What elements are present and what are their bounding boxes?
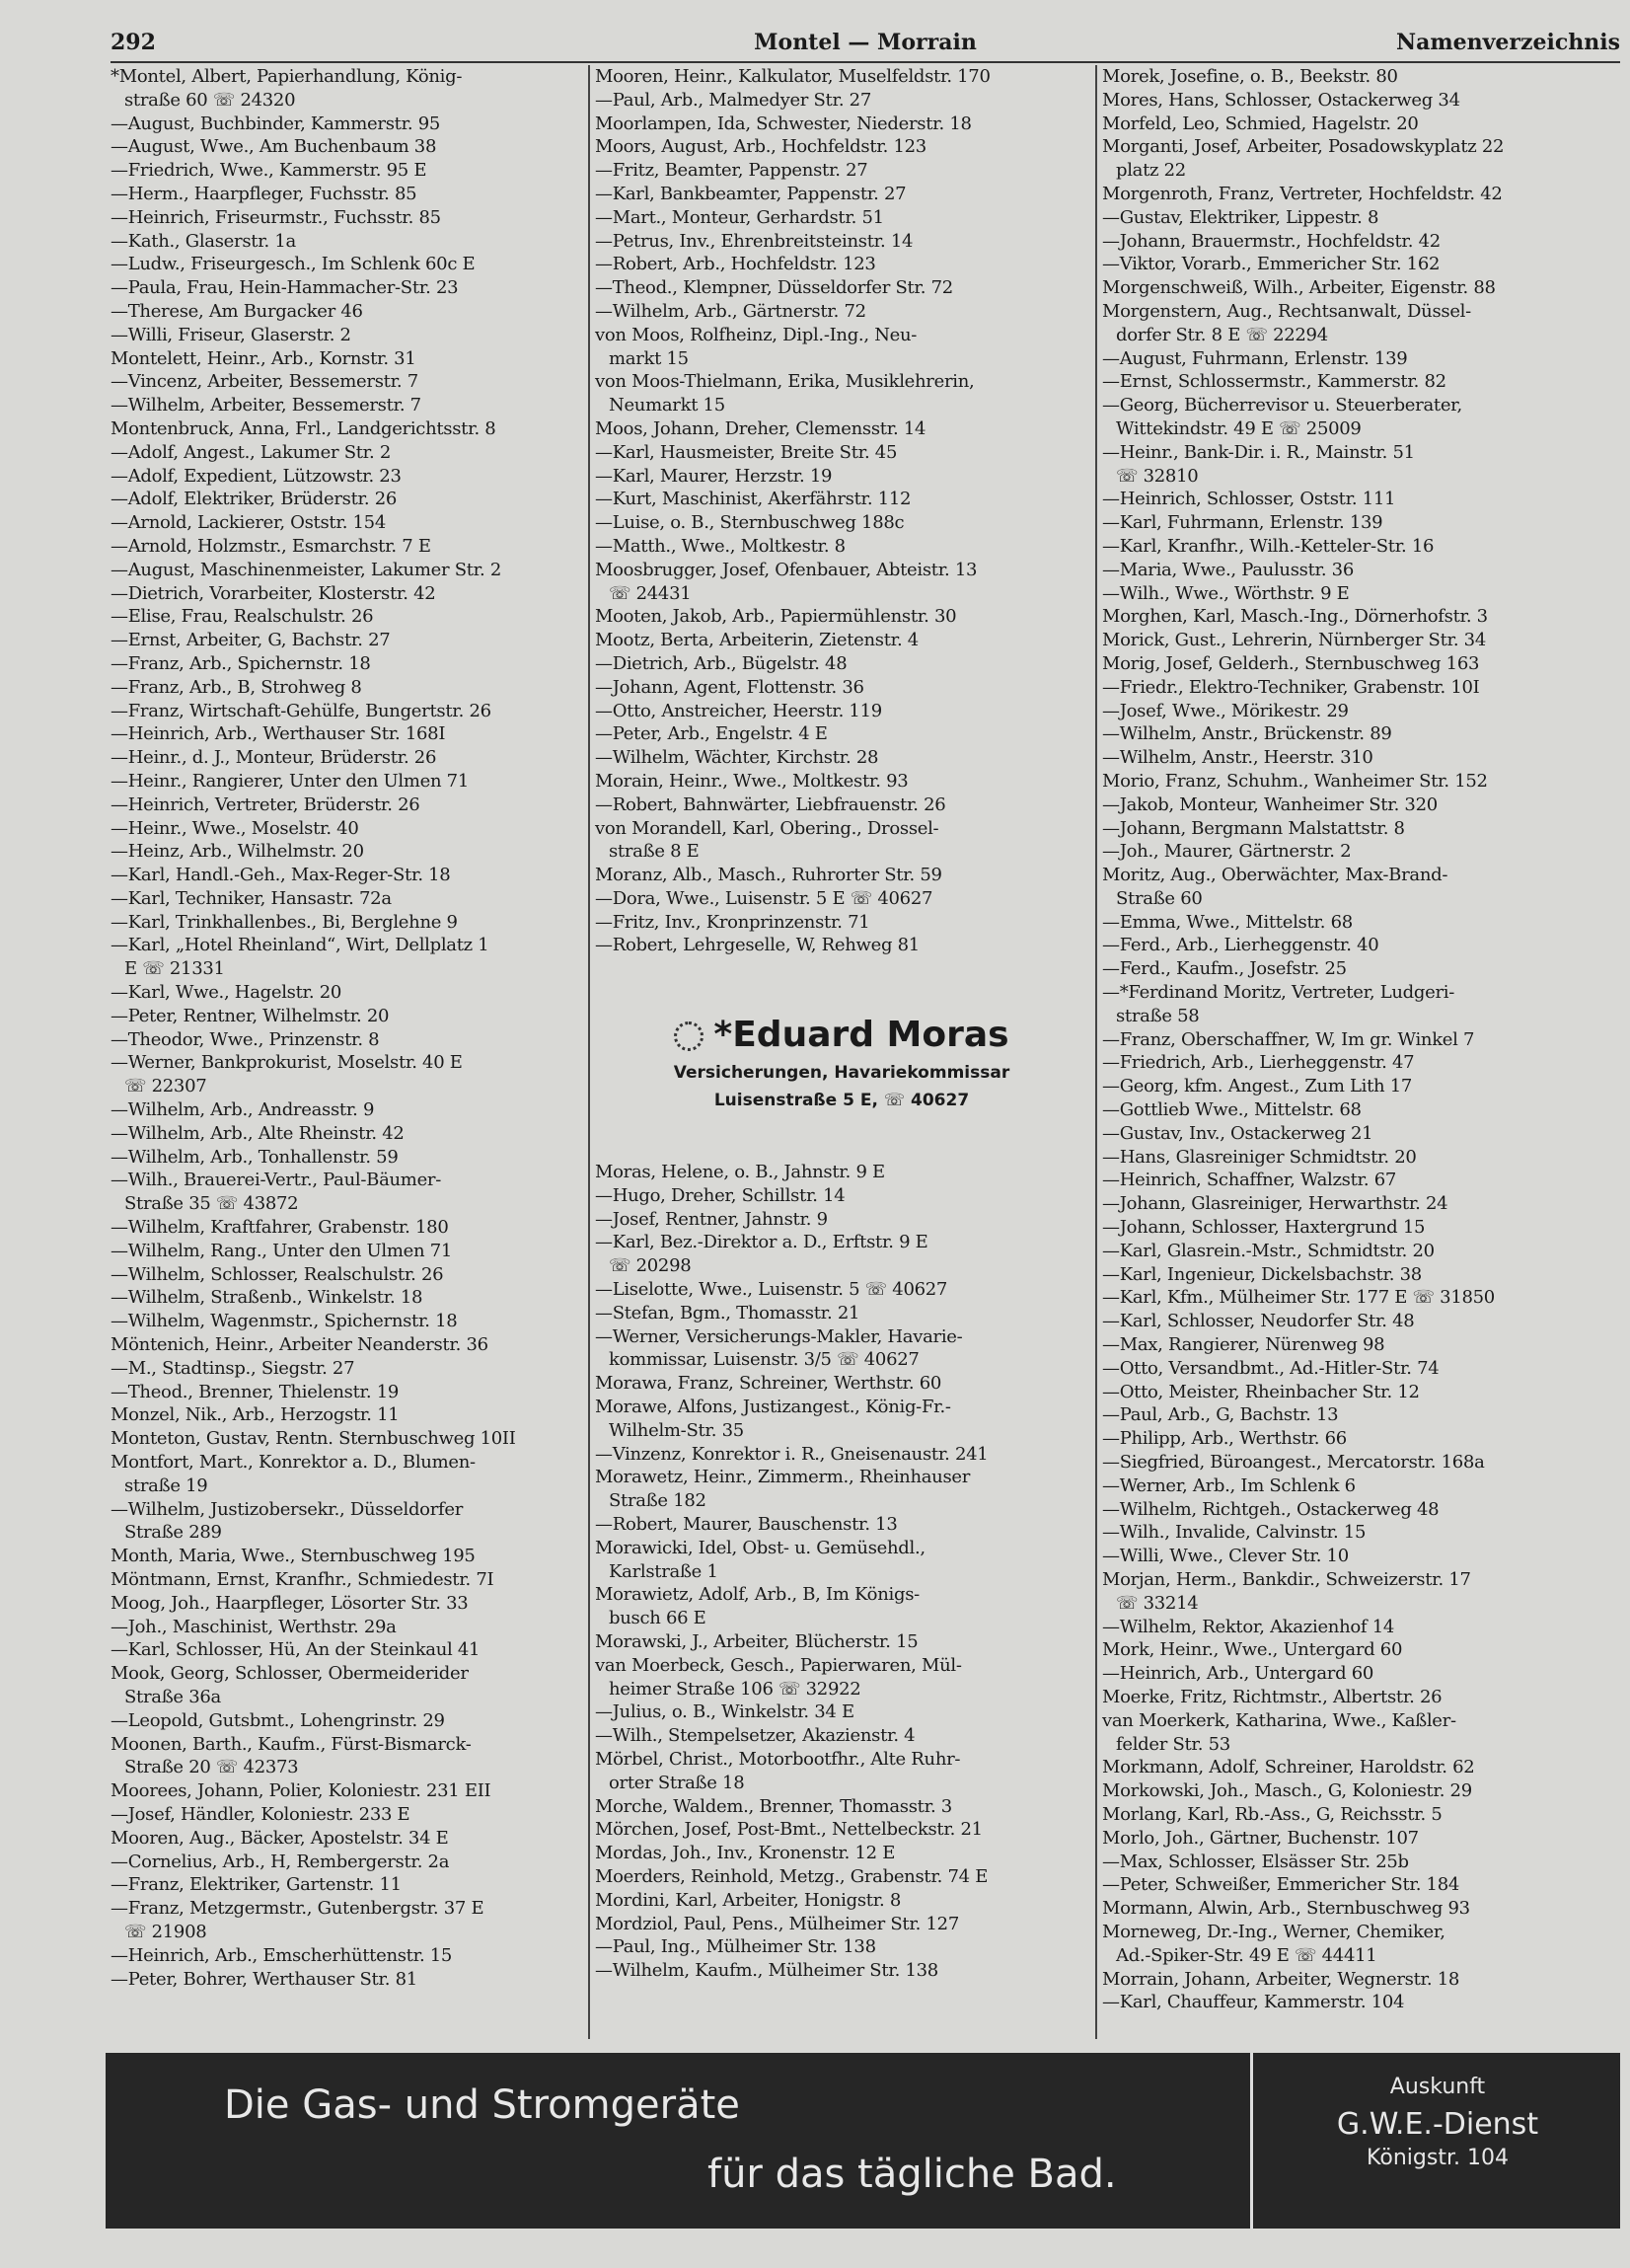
column-divider	[588, 65, 590, 2039]
directory-entry: Morawa, Franz, Schreiner, Werthstr. 60	[595, 1373, 942, 1395]
directory-entry: —Karl, Handl.-Geh., Max-Reger-Str. 18	[111, 865, 451, 886]
directory-entry: —Karl, Maurer, Herzstr. 19	[595, 465, 833, 487]
directory-entry: —Franz, Wirtschaft-Gehülfe, Bungertstr. 26	[111, 700, 491, 721]
entry-continuation: Neumarkt 15	[609, 395, 725, 416]
directory-entry: —Johann, Glasreiniger, Herwarthstr. 24	[1102, 1193, 1448, 1215]
entry-continuation: Karlstraße 1	[609, 1560, 718, 1582]
directory-entry: Mormann, Alwin, Arb., Sternbuschweg 93	[1102, 1898, 1470, 1920]
directory-entry: Month, Maria, Wwe., Sternbuschweg 195	[111, 1546, 476, 1567]
directory-entry: —August, Fuhrmann, Erlenstr. 139	[1102, 347, 1408, 369]
entry-continuation: ☏ 20298	[609, 1255, 692, 1277]
directory-entry: —Wilh., Wwe., Wörthstr. 9 E	[1102, 582, 1350, 604]
directory-entry: von Moos-Thielmann, Erika, Musiklehrerin,	[595, 371, 975, 393]
directory-entry: —Julius, o. B., Winkelstr. 34 E	[595, 1701, 854, 1723]
entry-continuation: orter Straße 18	[609, 1772, 745, 1793]
entry-continuation: kommissar, Luisenstr. 3/5 ☏ 40627	[609, 1349, 920, 1371]
directory-entry: —Liselotte, Wwe., Luisenstr. 5 ☏ 40627	[595, 1278, 948, 1300]
directory-entry: —Siegfried, Büroangest., Mercatorstr. 168a	[1102, 1452, 1485, 1474]
directory-entry: —Wilhelm, Justizobersekr., Düsseldorfer	[111, 1498, 464, 1520]
directory-entry: —Heinrich, Arb., Untergard 60	[1102, 1663, 1374, 1685]
directory-entry: —Johann, Bergmann Malstattstr. 8	[1102, 817, 1405, 839]
directory-entry: —Josef, Rentner, Jahnstr. 9	[595, 1208, 828, 1230]
directory-entry: Mordas, Joh., Inv., Kronenstr. 12 E	[595, 1843, 896, 1864]
directory-entry: Mörchen, Josef, Post-Bmt., Nettelbeckstr. 21	[595, 1819, 983, 1841]
directory-entry: Morawetz, Heinr., Zimmerm., Rheinhauser	[595, 1467, 971, 1488]
directory-entry: —M., Stadtinsp., Siegstr. 27	[111, 1357, 355, 1379]
directory-column-3	[1102, 65, 1620, 2014]
directory-entry: —Friedrich, Wwe., Kammerstr. 95 E	[111, 160, 427, 182]
directory-entry: —Joh., Maurer, Gärtnerstr. 2	[1102, 841, 1352, 863]
directory-entry: Morneweg, Dr.-Ing., Werner, Chemiker,	[1102, 1921, 1445, 1942]
directory-entry: —Karl, Fuhrmann, Erlenstr. 139	[1102, 512, 1383, 534]
directory-entry: Morawicki, Idel, Obst- u. Gemüsehdl.,	[595, 1537, 926, 1558]
directory-entry: —Theod., Brenner, Thielenstr. 19	[111, 1381, 400, 1402]
directory-entry: —Theodor, Wwe., Prinzenstr. 8	[111, 1028, 380, 1050]
entry-continuation: ☏ 33214	[1116, 1592, 1199, 1614]
directory-entry: —Dietrich, Vorarbeiter, Klosterstr. 42	[111, 582, 436, 604]
directory-entry: —Wilhelm, Straßenb., Winkelstr. 18	[111, 1287, 423, 1309]
entry-continuation: Straße 60	[1116, 887, 1203, 909]
directory-entry: —Wilhelm, Rektor, Akazienhof 14	[1102, 1616, 1395, 1637]
footer-info-name: G.W.E.-Dienst	[1336, 2107, 1539, 2142]
directory-entry: —Joh., Maschinist, Werthstr. 29a	[111, 1616, 397, 1637]
entry-continuation: Straße 182	[609, 1490, 706, 1512]
directory-entry: —Viktor, Vorarb., Emmericher Str. 162	[1102, 254, 1441, 275]
directory-entry: —Karl, Bankbeamter, Pappenstr. 27	[595, 183, 907, 204]
entry-continuation: ☏ 21908	[124, 1921, 207, 1942]
directory-entry: Morawietz, Adolf, Arb., B, Im Königs-	[595, 1584, 920, 1606]
page-title: Montel — Morrain	[754, 30, 977, 55]
directory-entry: —Cornelius, Arb., H, Rembergerstr. 2a	[111, 1851, 450, 1872]
directory-entry: Morawe, Alfons, Justizangest., König-Fr.-	[595, 1396, 951, 1417]
directory-entry: Moors, August, Arb., Hochfeldstr. 123	[595, 136, 926, 158]
directory-entry: —Dietrich, Arb., Bügelstr. 48	[595, 652, 848, 674]
directory-entry: —Heinrich, Vertreter, Brüderstr. 26	[111, 794, 420, 815]
directory-entry: —Dora, Wwe., Luisenstr. 5 E ☏ 40627	[595, 887, 933, 909]
directory-entry: —Wilhelm, Wächter, Kirchstr. 28	[595, 747, 879, 769]
directory-entry: —Karl, Ingenieur, Dickelsbachstr. 38	[1102, 1263, 1422, 1285]
entry-continuation: Ad.-Spiker-Str. 49 E ☏ 44411	[1116, 1944, 1377, 1966]
entry-continuation: busch 66 E	[609, 1608, 706, 1629]
directory-entry: —Robert, Arb., Hochfeldstr. 123	[595, 254, 876, 275]
directory-entry: Morkowski, Joh., Masch., G, Koloniestr. 29	[1102, 1780, 1472, 1802]
directory-entry: —Gustav, Inv., Ostackerweg 21	[1102, 1122, 1373, 1144]
directory-entry: —Herm., Haarpfleger, Fuchsstr. 85	[111, 183, 417, 204]
footer-slogan-line-2: für das tägliche Bad.	[707, 2152, 1117, 2197]
directory-entry: Morgenstern, Aug., Rechtsanwalt, Düssel-	[1102, 300, 1471, 322]
entry-continuation: Straße 20 ☏ 42373	[124, 1757, 299, 1778]
directory-entry: —Luise, o. B., Sternbuschweg 188c	[595, 512, 905, 534]
directory-entry: —Wilhelm, Arb., Andreasstr. 9	[111, 1099, 375, 1121]
directory-entry: —Jakob, Monteur, Wanheimer Str. 320	[1102, 794, 1438, 815]
directory-entry: —Heinrich, Arb., Emscherhüttenstr. 15	[111, 1944, 453, 1966]
directory-entry: —Wilh., Invalide, Calvinstr. 15	[1102, 1522, 1367, 1544]
directory-entry: —Werner, Versicherungs-Makler, Havarie-	[595, 1325, 963, 1347]
directory-entry: —Heinr., Rangierer, Unter den Ulmen 71	[111, 770, 469, 792]
directory-entry: Moos, Johann, Dreher, Clemensstr. 14	[595, 417, 926, 439]
directory-entry: Morlang, Karl, Rb.-Ass., G, Reichsstr. 5	[1102, 1803, 1443, 1825]
directory-entry: —Robert, Maurer, Bauschenstr. 13	[595, 1513, 898, 1535]
directory-entry: Moosbrugger, Josef, Ofenbauer, Abteistr. 13	[595, 559, 978, 580]
directory-entry: Montenbruck, Anna, Frl., Landgerichtsstr. 8	[111, 417, 496, 439]
entry-continuation: Straße 289	[124, 1522, 222, 1544]
directory-entry: —*Ferdinand Moritz, Vertreter, Ludgeri-	[1102, 982, 1455, 1004]
directory-entry: Mordziol, Paul, Pens., Mülheimer Str. 127	[595, 1913, 959, 1934]
directory-entry: —Franz, Arb., B, Strohweg 8	[111, 676, 362, 698]
directory-entry: —Friedrich, Arb., Lierheggenstr. 47	[1102, 1052, 1415, 1074]
directory-entry: Mörbel, Christ., Motorbootfhr., Alte Ruhr-	[595, 1748, 961, 1770]
directory-entry: —Heinrich, Schlosser, Oststr. 111	[1102, 489, 1396, 510]
directory-entry: —Kath., Glaserstr. 1a	[111, 230, 296, 252]
directory-entry: —Petrus, Inv., Ehrenbreitsteinstr. 14	[595, 230, 914, 252]
directory-entry: Morgenschweiß, Wilh., Arbeiter, Eigenstr. 88	[1102, 277, 1496, 299]
directory-entry: Morlo, Joh., Gärtner, Buchenstr. 107	[1102, 1827, 1419, 1849]
directory-entry: —Fritz, Beamter, Pappenstr. 27	[595, 160, 868, 182]
directory-entry: —Wilh., Brauerei-Vertr., Paul-Bäumer-	[111, 1170, 442, 1191]
directory-entry: —Johann, Brauermstr., Hochfeldstr. 42	[1102, 230, 1441, 252]
directory-entry: —Heinrich, Schaffner, Walzstr. 67	[1102, 1170, 1397, 1191]
footer-info-label: Auskunft	[1389, 2075, 1486, 2099]
entry-continuation: straße 19	[124, 1474, 208, 1496]
directory-entry: —Wilhelm, Arb., Alte Rheinstr. 42	[111, 1122, 405, 1144]
directory-entry: —Heinr., d. J., Monteur, Brüderstr. 26	[111, 747, 437, 769]
directory-entry: Morghen, Karl, Masch.-Ing., Dörnerhofstr. 3	[1102, 606, 1488, 628]
ad-line-2: Luisenstraße 5 E, ☏ 40627	[713, 1091, 970, 1110]
directory-entry: Mooten, Jakob, Arb., Papiermühlenstr. 30	[595, 606, 957, 628]
directory-entry: —Heinr., Wwe., Moselstr. 40	[111, 817, 359, 839]
directory-entry: —Karl, Wwe., Hagelstr. 20	[111, 982, 342, 1004]
footer-advertisement	[106, 2053, 1620, 2229]
directory-entry: —Franz, Metzgermstr., Gutenbergstr. 37 E	[111, 1898, 484, 1920]
directory-entry: Moras, Helene, o. B., Jahnstr. 9 E	[595, 1162, 885, 1182]
entry-continuation: dorfer Str. 8 E ☏ 22294	[1116, 324, 1328, 345]
directory-entry: —Georg, Bücherrevisor u. Steuerberater,	[1102, 395, 1462, 416]
directory-entry: Mordini, Karl, Arbeiter, Honigstr. 8	[595, 1889, 902, 1911]
directory-entry: —Karl, Glasrein.-Mstr., Schmidtstr. 20	[1102, 1240, 1435, 1261]
directory-entry: Morganti, Josef, Arbeiter, Posadowskyplatz 22	[1102, 136, 1505, 158]
directory-entry: —Otto, Meister, Rheinbacher Str. 12	[1102, 1381, 1420, 1402]
directory-column-2	[595, 65, 1088, 957]
directory-entry: —Otto, Anstreicher, Heerstr. 119	[595, 700, 882, 721]
directory-entry: —Ludw., Friseurgesch., Im Schlenk 60c E	[111, 254, 476, 275]
directory-entry: Moorlampen, Ida, Schwester, Niederstr. 18	[595, 113, 972, 134]
directory-entry: —Ferd., Kaufm., Josefstr. 25	[1102, 958, 1347, 980]
directory-entry: —Paul, Arb., G, Bachstr. 13	[1102, 1404, 1339, 1426]
directory-entry: —Karl, Schlosser, Neudorfer Str. 48	[1102, 1311, 1415, 1332]
directory-entry: —August, Wwe., Am Buchenbaum 38	[111, 136, 437, 158]
entry-continuation: ☏ 22307	[124, 1076, 207, 1097]
section-title: Namenverzeichnis	[1396, 30, 1620, 55]
entry-continuation: Straße 35 ☏ 43872	[124, 1193, 299, 1215]
directory-entry: —Wilhelm, Kraftfahrer, Grabenstr. 180	[111, 1217, 449, 1239]
moras-advertisement	[595, 997, 1088, 1145]
directory-entry: —Wilhelm, Anstr., Brückenstr. 89	[1102, 723, 1392, 745]
directory-entry: —Franz, Elektriker, Gartenstr. 11	[111, 1874, 402, 1896]
directory-entry: —Hans, Glasreiniger Schmidtstr. 20	[1102, 1146, 1417, 1168]
page-number: 292	[111, 30, 156, 55]
directory-entry: —Georg, kfm. Angest., Zum Lith 17	[1102, 1076, 1413, 1097]
directory-entry: —Robert, Lehrgeselle, W, Rehweg 81	[595, 935, 920, 956]
directory-entry: —Heinrich, Arb., Werthauser Str. 168I	[111, 723, 446, 745]
directory-entry: Mork, Heinr., Wwe., Untergard 60	[1102, 1639, 1403, 1661]
entry-continuation: ☏ 32810	[1116, 465, 1199, 487]
directory-entry: Moerke, Fritz, Richtmstr., Albertstr. 26	[1102, 1686, 1443, 1707]
directory-entry: Monzel, Nik., Arb., Herzogstr. 11	[111, 1404, 400, 1426]
directory-entry: —Wilhelm, Schlosser, Realschulstr. 26	[111, 1263, 444, 1285]
directory-entry: Mores, Hans, Schlosser, Ostackerweg 34	[1102, 89, 1460, 111]
directory-entry: Morche, Waldem., Brenner, Thomasstr. 3	[595, 1795, 952, 1817]
directory-entry: —Heinrich, Friseurmstr., Fuchsstr. 85	[111, 206, 441, 228]
directory-entry: —Franz, Oberschaffner, W, Im gr. Winkel 7	[1102, 1028, 1475, 1050]
directory-entry: Morio, Franz, Schuhm., Wanheimer Str. 152	[1102, 770, 1488, 792]
entry-continuation: Wilhelm-Str. 35	[609, 1419, 744, 1441]
directory-entry: —August, Buchbinder, Kammerstr. 95	[111, 113, 441, 134]
directory-column-2-continued	[595, 1161, 1088, 1983]
directory-entry: —Arnold, Lackierer, Oststr. 154	[111, 512, 386, 534]
directory-entry: —Adolf, Expedient, Lützowstr. 23	[111, 465, 402, 487]
directory-entry: Moorees, Johann, Polier, Koloniestr. 231 EII	[111, 1780, 491, 1802]
directory-entry: —Paul, Arb., Malmedyer Str. 27	[595, 89, 871, 111]
directory-entry: Moranz, Alb., Masch., Ruhrorter Str. 59	[595, 865, 942, 886]
directory-entry: Moerders, Reinhold, Metzg., Grabenstr. 74 E	[595, 1865, 989, 1887]
directory-entry: —Josef, Wwe., Mörikestr. 29	[1102, 700, 1349, 721]
directory-entry: —Max, Rangierer, Nürenweg 98	[1102, 1334, 1385, 1356]
directory-entry: van Moerkerk, Katharina, Wwe., Kaßler-	[1102, 1709, 1456, 1731]
directory-entry: —Wilhelm, Wagenmstr., Spichernstr. 18	[111, 1311, 458, 1332]
directory-entry: —Willi, Wwe., Clever Str. 10	[1102, 1546, 1349, 1567]
directory-entry: —Therese, Am Burgacker 46	[111, 300, 363, 322]
directory-entry: —Paul, Ing., Mülheimer Str. 138	[595, 1936, 876, 1958]
directory-entry: —Robert, Bahnwärter, Liebfrauenstr. 26	[595, 794, 946, 815]
directory-entry: —Peter, Rentner, Wilhelmstr. 20	[111, 1005, 390, 1026]
entry-continuation: heimer Straße 106 ☏ 32922	[609, 1678, 861, 1700]
directory-entry: Morick, Gust., Lehrerin, Nürnberger Str. 34	[1102, 630, 1486, 651]
emblem-icon	[674, 1021, 704, 1051]
directory-entry: Moritz, Aug., Oberwächter, Max-Brand-	[1102, 865, 1448, 886]
directory-entry: Mook, Georg, Schlosser, Obermeiderider	[111, 1663, 469, 1685]
directory-entry: —Wilhelm, Kaufm., Mülheimer Str. 138	[595, 1960, 938, 1982]
directory-entry: —Karl, Kfm., Mülheimer Str. 177 E ☏ 31850	[1102, 1287, 1495, 1309]
directory-entry: Morfeld, Leo, Schmied, Hagelstr. 20	[1102, 113, 1419, 134]
directory-entry: Moonen, Barth., Kaufm., Fürst-Bismarck-	[111, 1733, 472, 1755]
directory-entry: Mootz, Berta, Arbeiterin, Zietenstr. 4	[595, 630, 919, 651]
ad-line-1: Versicherungen, Havariekommissar	[673, 1063, 1010, 1083]
ad-name: *Eduard Moras	[713, 1015, 1009, 1055]
directory-entry: —Josef, Händler, Koloniestr. 233 E	[111, 1803, 410, 1825]
directory-entry: —Adolf, Elektriker, Brüderstr. 26	[111, 489, 398, 510]
entry-continuation: ☏ 24431	[609, 582, 692, 604]
entry-continuation: E ☏ 21331	[124, 958, 225, 980]
directory-entry: —Heinr., Bank-Dir. i. R., Mainstr. 51	[1102, 441, 1415, 463]
directory-entry: —Fritz, Inv., Kronprinzenstr. 71	[595, 911, 870, 933]
directory-entry: von Morandell, Karl, Obering., Drossel-	[595, 817, 939, 839]
directory-entry: —Karl, Schlosser, Hü, An der Steinkaul 41	[111, 1639, 481, 1661]
directory-entry: —Hugo, Dreher, Schillstr. 14	[595, 1184, 846, 1206]
directory-entry: —Matth., Wwe., Moltkestr. 8	[595, 535, 846, 557]
entry-continuation: Wittekindstr. 49 E ☏ 25009	[1116, 417, 1362, 439]
directory-entry: —Wilhelm, Anstr., Heerstr. 310	[1102, 747, 1373, 769]
directory-entry: Morrain, Johann, Arbeiter, Wegnerstr. 18	[1102, 1968, 1460, 1990]
directory-entry: —Vincenz, Arbeiter, Bessemerstr. 7	[111, 371, 418, 393]
directory-entry: Möntenich, Heinr., Arbeiter Neanderstr. 36	[111, 1334, 488, 1356]
directory-entry: Montfort, Mart., Konrektor a. D., Blumen-	[111, 1452, 476, 1474]
directory-entry: —Wilh., Stempelsetzer, Akazienstr. 4	[595, 1725, 916, 1747]
directory-entry: —Heinz, Arb., Wilhelmstr. 20	[111, 841, 364, 863]
directory-entry: —Karl, Chauffeur, Kammerstr. 104	[1102, 1992, 1405, 2013]
entry-continuation: markt 15	[609, 347, 689, 369]
directory-entry: —Leopold, Gutsbmt., Lohengrinstr. 29	[111, 1709, 445, 1731]
directory-entry: —August, Maschinenmeister, Lakumer Str. 2	[111, 559, 501, 580]
entry-continuation: felder Str. 53	[1116, 1733, 1230, 1755]
directory-entry: —Werner, Bankprokurist, Moselstr. 40 E	[111, 1052, 463, 1074]
footer-slogan-line-1: Die Gas- und Stromgeräte	[224, 2082, 740, 2128]
directory-entry: —Wilhelm, Richtgeh., Ostackerweg 48	[1102, 1498, 1440, 1520]
directory-entry: —Peter, Arb., Engelstr. 4 E	[595, 723, 828, 745]
directory-entry: Morain, Heinr., Wwe., Moltkestr. 93	[595, 770, 909, 792]
directory-entry: —Johann, Agent, Flottenstr. 36	[595, 676, 864, 698]
directory-entry: —Karl, Trinkhallenbes., Bi, Berglehne 9	[111, 911, 458, 933]
directory-entry: Morkmann, Adolf, Schreiner, Haroldstr. 62	[1102, 1757, 1475, 1778]
directory-entry: —Adolf, Angest., Lakumer Str. 2	[111, 441, 392, 463]
directory-entry: —Wilhelm, Arb., Tonhallenstr. 59	[111, 1146, 399, 1168]
directory-entry: —Ernst, Arbeiter, G, Bachstr. 27	[111, 630, 391, 651]
directory-entry: —Peter, Schweißer, Emmericher Str. 184	[1102, 1874, 1460, 1896]
directory-entry: Montelett, Heinr., Arb., Kornstr. 31	[111, 347, 416, 369]
directory-entry: —Ernst, Schlossermstr., Kammerstr. 82	[1102, 371, 1446, 393]
entry-continuation: straße 58	[1116, 1005, 1200, 1026]
directory-entry: —Gottlieb Wwe., Mittelstr. 68	[1102, 1099, 1362, 1121]
directory-entry: —Vinzenz, Konrektor i. R., Gneisenaustr. 241	[595, 1443, 989, 1465]
directory-entry: —Stefan, Bgm., Thomasstr. 21	[595, 1302, 860, 1323]
directory-entry: —Theod., Klempner, Düsseldorfer Str. 72	[595, 277, 953, 299]
entry-continuation: straße 8 E	[609, 841, 700, 863]
directory-entry: Morjan, Herm., Bankdir., Schweizerstr. 17	[1102, 1569, 1471, 1590]
directory-entry: Morig, Josef, Gelderh., Sternbuschweg 163	[1102, 652, 1480, 674]
directory-entry: —Willi, Friseur, Glaserstr. 2	[111, 324, 351, 345]
directory-entry: —Karl, Kranfhr., Wilh.-Ketteler-Str. 16	[1102, 535, 1435, 557]
directory-entry: —Karl, Hausmeister, Breite Str. 45	[595, 441, 898, 463]
directory-entry: Monteton, Gustav, Rentn. Sternbuschweg 10II	[111, 1428, 516, 1450]
directory-entry: —Mart., Monteur, Gerhardstr. 51	[595, 206, 884, 228]
directory-entry: —Ferd., Arb., Lierheggenstr. 40	[1102, 935, 1379, 956]
directory-entry: —Kurt, Maschinist, Akerfährstr. 112	[595, 489, 912, 510]
entry-continuation: straße 60 ☏ 24320	[124, 89, 296, 111]
footer-info-address: Königstr. 104	[1367, 2146, 1509, 2170]
entry-continuation: Straße 36a	[124, 1686, 221, 1707]
directory-column-1	[111, 65, 584, 1991]
directory-entry: *Montel, Albert, Papierhandlung, König-	[111, 66, 463, 87]
directory-entry: —Wilhelm, Arbeiter, Bessemerstr. 7	[111, 395, 421, 416]
directory-entry: —Friedr., Elektro-Techniker, Grabenstr. 10I	[1102, 676, 1480, 698]
directory-entry: —Wilhelm, Arb., Gärtnerstr. 72	[595, 300, 866, 322]
directory-entry: Morawski, J., Arbeiter, Blücherstr. 15	[595, 1630, 919, 1652]
directory-entry: —Paula, Frau, Hein-Hammacher-Str. 23	[111, 277, 459, 299]
directory-entry: —Gustav, Elektriker, Lippestr. 8	[1102, 206, 1379, 228]
entry-continuation: platz 22	[1116, 160, 1186, 182]
directory-entry: —Maria, Wwe., Paulusstr. 36	[1102, 559, 1354, 580]
directory-entry: —Philipp, Arb., Werthstr. 66	[1102, 1428, 1347, 1450]
directory-entry: —Wilhelm, Rang., Unter den Ulmen 71	[111, 1240, 453, 1261]
directory-entry: —Peter, Bohrer, Werthauser Str. 81	[111, 1968, 417, 1990]
directory-entry: —Otto, Versandbmt., Ad.-Hitler-Str. 74	[1102, 1357, 1440, 1379]
directory-entry: Morgenroth, Franz, Vertreter, Hochfeldstr. 42	[1102, 183, 1503, 204]
directory-entry: —Werner, Arb., Im Schlenk 6	[1102, 1474, 1356, 1496]
directory-entry: Moog, Joh., Haarpfleger, Lösorter Str. 33	[111, 1592, 469, 1614]
directory-entry: —Karl, Techniker, Hansastr. 72a	[111, 887, 392, 909]
directory-entry: —Karl, „Hotel Rheinland“, Wirt, Dellplatz 1	[111, 935, 489, 956]
directory-entry: —Arnold, Holzmstr., Esmarchstr. 7 E	[111, 535, 431, 557]
page-header	[111, 28, 1620, 63]
directory-entry: van Moerbeck, Gesch., Papierwaren, Mül-	[595, 1654, 962, 1676]
directory-entry: Morek, Josefine, o. B., Beekstr. 80	[1102, 66, 1398, 87]
directory-entry: —Franz, Arb., Spichernstr. 18	[111, 652, 371, 674]
directory-entry: von Moos, Rolfheinz, Dipl.-Ing., Neu-	[595, 324, 918, 345]
directory-entry: —Emma, Wwe., Mittelstr. 68	[1102, 911, 1353, 933]
directory-entry: —Max, Schlosser, Elsässer Str. 25b	[1102, 1851, 1409, 1872]
directory-entry: Mooren, Aug., Bäcker, Apostelstr. 34 E	[111, 1827, 449, 1849]
directory-entry: Möntmann, Ernst, Kranfhr., Schmiedestr. 7I	[111, 1569, 494, 1590]
directory-entry: —Elise, Frau, Realschulstr. 26	[111, 606, 374, 628]
directory-entry: —Johann, Schlosser, Haxtergrund 15	[1102, 1217, 1426, 1239]
directory-entry: Mooren, Heinr., Kalkulator, Muselfeldstr. 170	[595, 66, 991, 87]
directory-entry: —Karl, Bez.-Direktor a. D., Erftstr. 9 E	[595, 1232, 928, 1253]
column-divider	[1095, 65, 1097, 2039]
